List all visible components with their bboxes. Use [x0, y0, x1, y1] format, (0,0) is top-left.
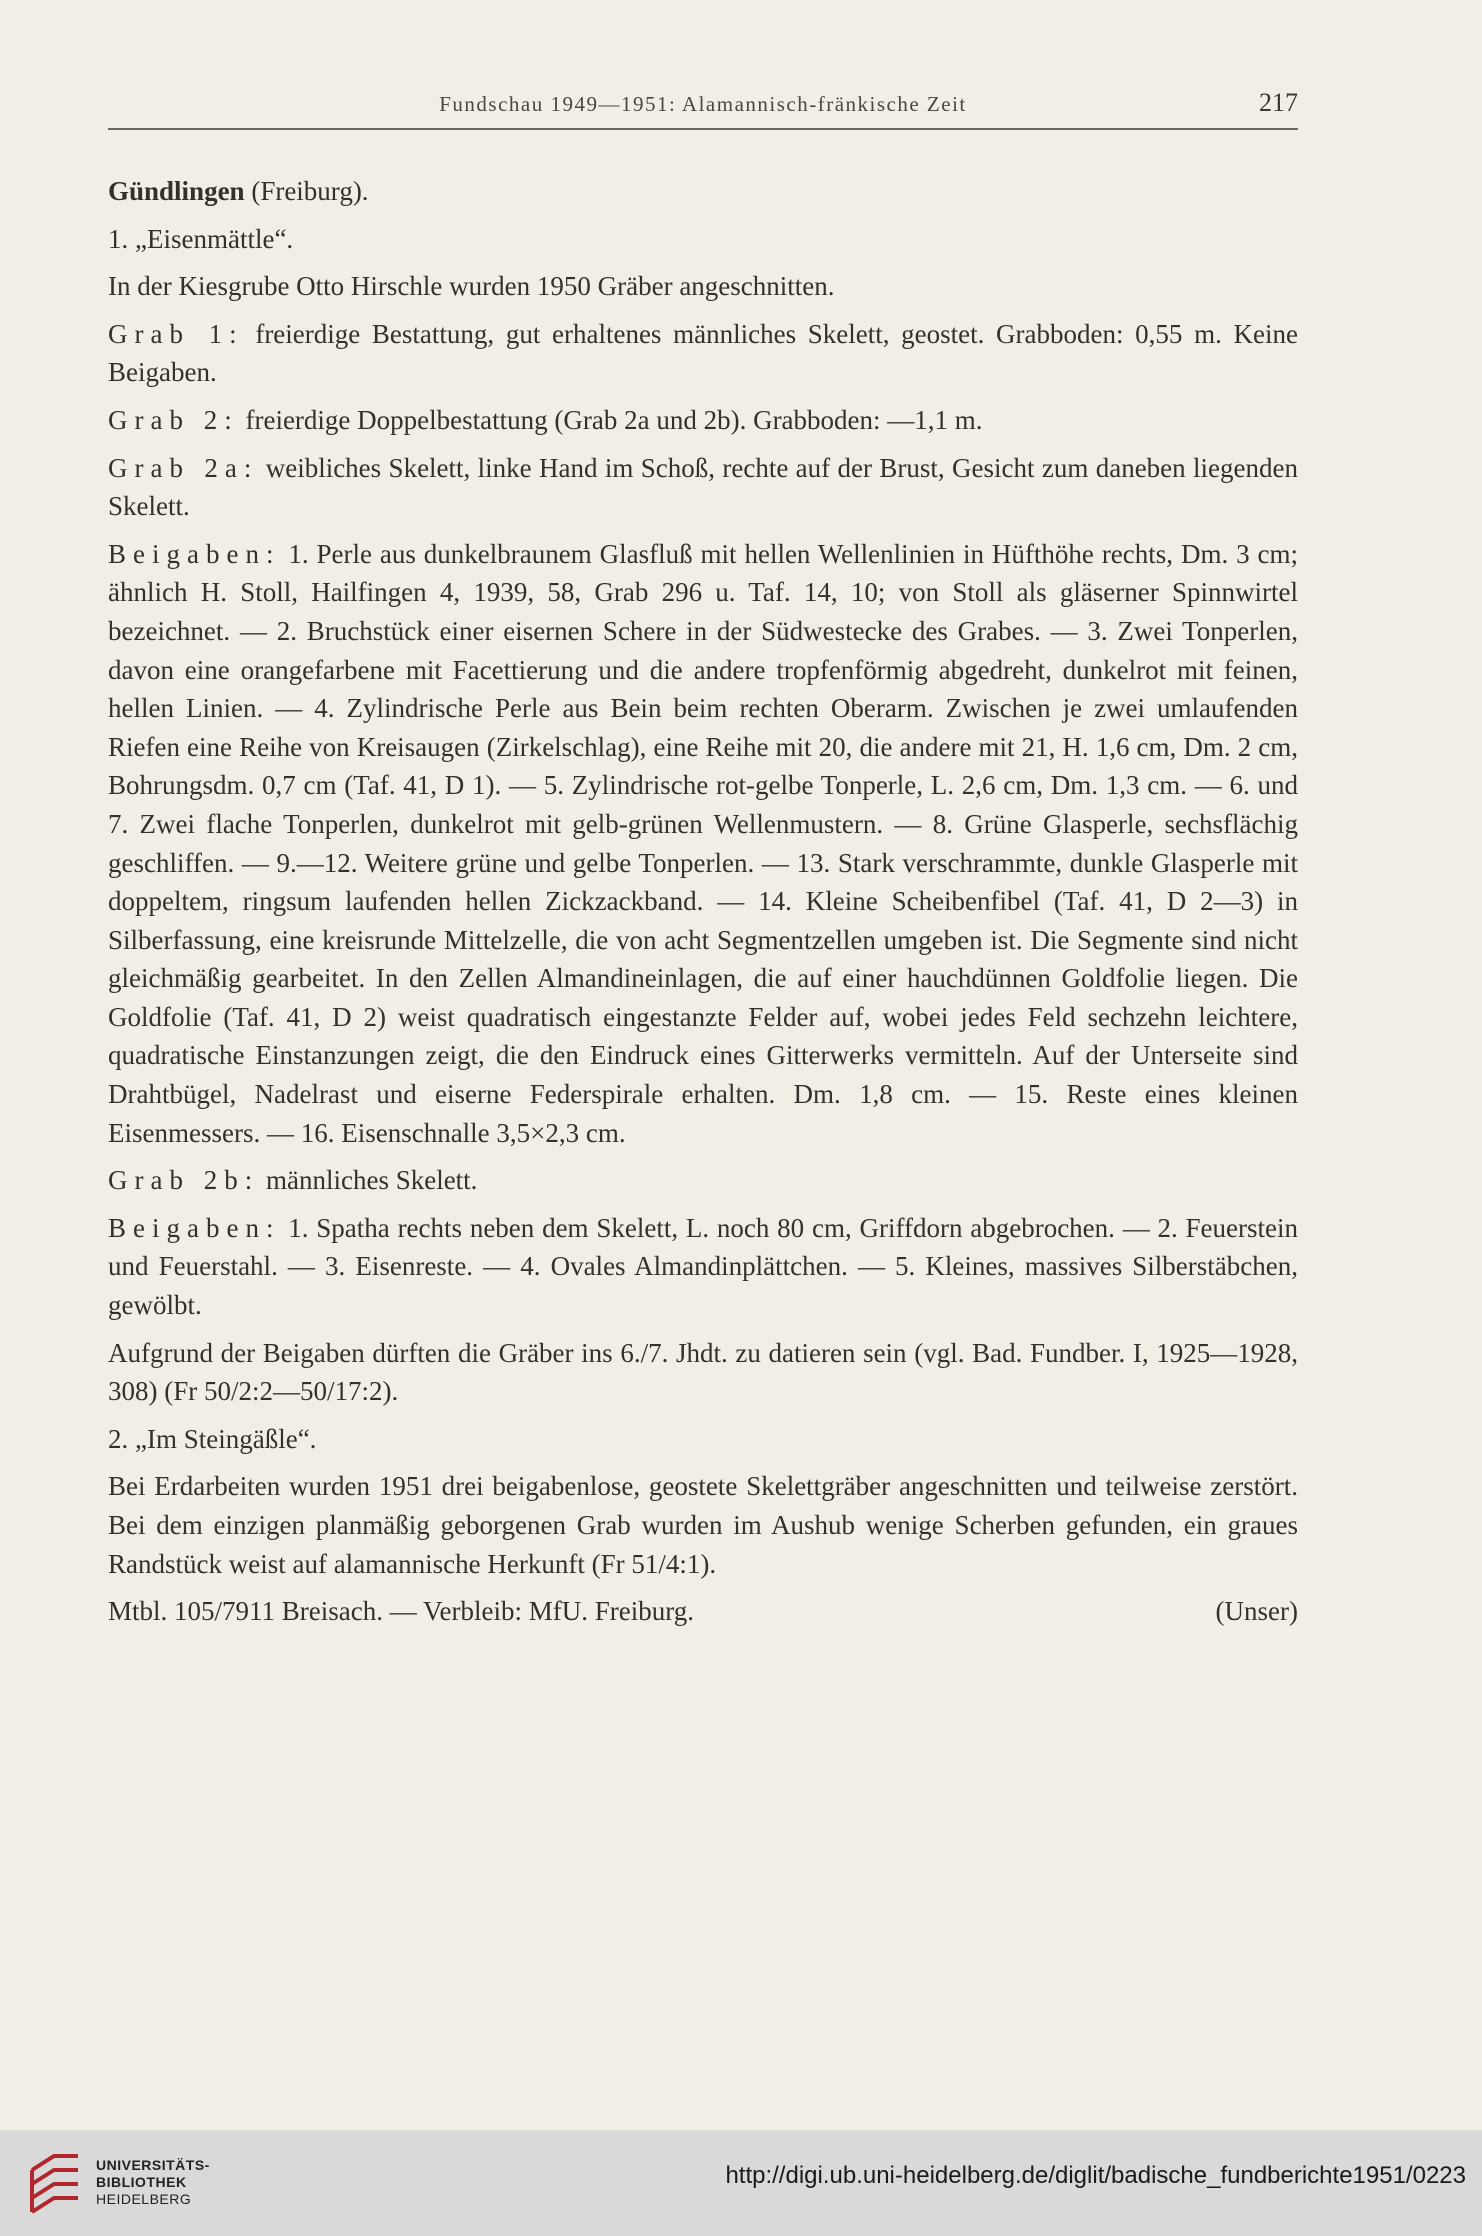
site1-intro: In der Kiesgrube Otto Hirschle wurden 1950 Gräber angeschnitten. [108, 271, 835, 302]
grab2a-text: weibliches Skelett, linke Hand im Schoß, rechte auf der Brust, Gesicht zum daneben liegenden Skelett. [108, 452, 1298, 522]
beigaben-label: Beigaben: [108, 1212, 281, 1243]
dating-paragraph: Aufgrund der Beigaben dürften die Gräber ins 6./7. Jhdt. zu datieren sein (vgl. Bad. Fundber. I, 1925—1928, 308) (Fr 50/2:2—50/17:2). [108, 1337, 1298, 1407]
location-region: (Freiburg). [244, 176, 369, 206]
map-reference: Mtbl. 105/7911 Breisach. — Verbleib: MfU. Freiburg. [108, 1596, 694, 1627]
beigaben-label: Beigaben: [108, 538, 281, 569]
grab2b-label: Grab 2b: [108, 1165, 260, 1196]
article-body [108, 172, 1298, 1631]
beigaben-2a-text: 1. Perle aus dunkelbraunem Glasfluß mit hellen Wellenlinien in Hüfthöhe rechts, Dm. 3 cm; ähnlich H. Stoll, Hailfingen 4, 1939, 58, Grab 296 u. Taf. 14, 10; von Stoll als gläserner Spinnwirtel bezeichnet. — 2. Bruchstück einer eisernen Schere in der Südwestecke des Grabes. — 3. Zwei Tonperlen, davon eine orangefarbene mit Facettierung und die andere tropfenförmig abgedreht, dunkelrot mit feinen, hellen Linien. — 4. Zylindrische Perle aus Bein beim rechten Oberarm. Zwischen je zwei umlaufenden Riefen eine Reihe von Kreisaugen (Zirkelschlag), eine Reihe mit 20, die andere mit 21, H. 1,6 cm, Dm. 2 cm, Bohrungsdm. 0,7 cm (Taf. 41, D 1). — 5. Zylindrische rot-gelbe Tonperle, L. 2,6 cm, Dm. 1,3 cm. — 6. und 7. Zwei flache Tonperlen, dunkelrot mit gelb-grünen Wellenmustern. — 8. Grüne Glasperle, sechsflächig geschliffen. — 9.—12. Weitere grüne und gelbe Tonperlen. — 13. Stark verschrammte, dunkle Glasperle mit doppeltem, ringsum laufenden hellen Zickzackband. — 14. Kleine Scheibenfibel (Taf. 41, D 2—3) in Silberfassung, eine kreisrunde Mittelzelle, die von acht Segmentzellen umgeben ist. Die Segmente sind nicht gleichmäßig gearbeitet. In den Zellen Almandineinlagen, die auf einer hauchdünnen Goldfolie liegen. Die Goldfolie (Taf. 41, D 2) weist quadratisch eingestanzte Felder auf, wobei jedes Feld sechzehn leichtere, quadratische Einstanzungen zeigt, die den Eindruck eines Gitterwerks vermitteln. Auf der Unterseite sind Drahtbügel, Nadelrast und eiserne Federspirale erhalten. Dm. 1,8 cm. — 15. Reste eines kleinen Eisenmessers. — 16. Eisenschnalle 3,5×2,3 cm. [108, 538, 1298, 1148]
site1-heading: 1. „Eisenmättle“. [108, 223, 294, 254]
grab1-text: freierdige Bestattung, gut erhaltenes männliches Skelett, geostet. Grabboden: 0,55 m. Keine Beigaben. [108, 318, 1298, 388]
grab2-text: freierdige Doppelbestattung (Grab 2a und 2b). Grabboden: —1,1 m. [238, 404, 983, 435]
running-header [108, 88, 1298, 130]
page-number: 217 [1259, 88, 1298, 117]
beigaben-2b-entry [108, 1209, 1298, 1325]
grab2b-text: männliches Skelett. [259, 1165, 478, 1196]
site2-heading: 2. „Im Steingäßle“. [108, 1423, 317, 1454]
beigaben-2a-entry [108, 535, 1298, 1153]
grab2-label: Grab 2: [108, 404, 239, 435]
footer-bar [0, 2130, 1482, 2236]
grab1-entry [108, 315, 1298, 392]
location-heading-line [108, 172, 1298, 211]
grab2-entry [108, 401, 1298, 440]
library-name [96, 2157, 210, 2208]
signature-line [108, 1592, 1298, 1631]
library-name-line3: HEIDELBERG [96, 2191, 192, 2207]
beigaben-2b-text: 1. Spatha rechts neben dem Skelett, L. noch 80 cm, Griffdorn abgebrochen. — 2. Feuerstein und Feuerstahl. — 3. Eisenreste. — 4. Ovales Almandinplättchen. — 5. Kleines, massives Silberstäbchen, gewölbt. [108, 1212, 1298, 1321]
university-library-logo-icon [24, 2150, 86, 2216]
grab1-label: Grab 1: [108, 318, 244, 349]
grab2b-entry [108, 1161, 1298, 1200]
library-name-line2: BIBLIOTHEK [96, 2174, 187, 2190]
author-signature: (Unser) [1215, 1596, 1298, 1627]
grab2a-label: Grab 2a: [108, 452, 259, 483]
site2-paragraph: Bei Erdarbeiten wurden 1951 drei beigabenlose, geostete Skelettgräber angeschnitten und teilweise zerstört. Bei dem einzigen planmäßig geborgenen Grab wurden im Aushub wenige Scherben gefunden, ein graues Randstück weist auf alamannische Herkunft (Fr 51/4:1). [108, 1471, 1298, 1579]
permalink-url[interactable]: http://digi.ub.uni-heidelberg.de/diglit/badische_fundberichte1951/0223 [725, 2162, 1466, 2189]
location-heading: Gündlingen [108, 176, 245, 206]
grab2a-entry [108, 449, 1298, 526]
library-name-line1: UNIVERSITÄTS- [96, 2157, 210, 2173]
running-header-title: Fundschau 1949—1951: Alamannisch-fränkische Zeit [439, 92, 967, 116]
